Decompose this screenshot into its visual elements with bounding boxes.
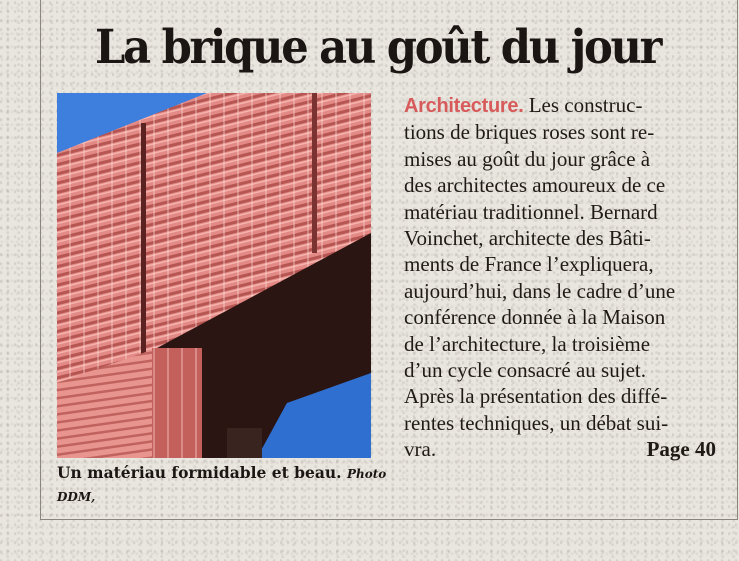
- caption-text: Un matériau formidable et beau.: [57, 463, 342, 482]
- body-line: Voinchet, architecte des Bâti-: [404, 226, 651, 251]
- body-line-last: vra. Page 40: [404, 437, 716, 462]
- body-line: ments de France l’expliquera,: [404, 252, 654, 277]
- body-line: d’un cycle consacré au sujet.: [404, 358, 646, 383]
- article-photo: [57, 93, 371, 458]
- body-line: conférence donnée à la Maison: [404, 305, 666, 330]
- body-line: Architecture. Les construc-: [404, 93, 643, 117]
- photo-credit: Photo DDM,: [57, 467, 387, 504]
- body-line: des architectes amoureux de ce: [404, 173, 666, 198]
- brick-building-photo: [57, 93, 371, 458]
- body-line: tions de briques roses sont re-: [404, 120, 655, 145]
- body-line: Après la présentation des diffé-: [404, 384, 668, 409]
- page-reference: Page 40: [646, 437, 716, 462]
- kicker: Architecture.: [404, 95, 524, 117]
- article-body: [404, 92, 716, 463]
- headline: La brique au goût du jour: [95, 20, 661, 75]
- body-line: matériau traditionnel. Bernard: [404, 199, 658, 224]
- body-line: rentes techniques, un débat sui-: [404, 410, 669, 435]
- photo-caption: [57, 462, 387, 508]
- body-line: aujourd’hui, dans le cadre d’une: [404, 278, 676, 303]
- body-line: de l’architecture, la troisième: [404, 331, 651, 356]
- body-line: mises au goût du jour grâce à: [404, 146, 651, 171]
